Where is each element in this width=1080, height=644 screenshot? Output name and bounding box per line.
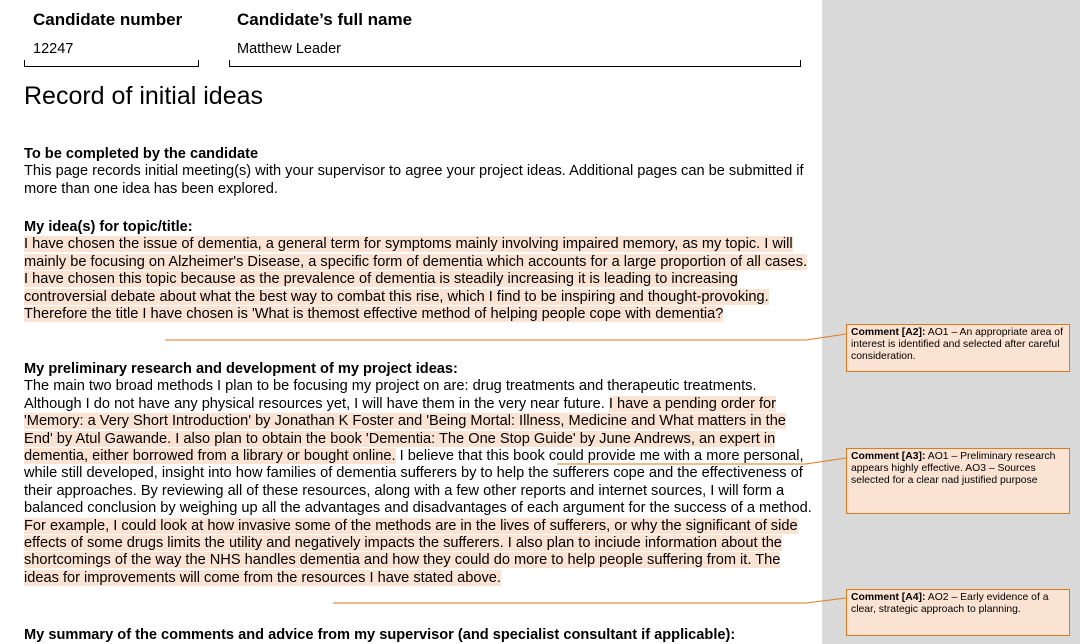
topic-highlight[interactable]: I have chosen the issue of dementia, a general term for symptoms mainly involving impaired memory, as my topic. I will mainly be focusing on Alzheimer's Disease, a specific form of dementia which accounts for a large proportion of all cases. I have chosen this topic because as the prevalence of dementia is steadily increasing it is leading to increasing controversial debate about what the best way to combat this rise, which I find to be inspiring and thought-provoking. Therefore the title I have chosen is 'What is themost effective method of helping people cope with dementia? bbox=[24, 236, 808, 323]
candidate-name-label: Candidate’s full name bbox=[237, 10, 413, 29]
comment-a2-text: AO1 – An appropriate area of interest is identified and selected after careful consideration. bbox=[851, 327, 1063, 362]
research-text-2: I believe that this book could provide me with a more personal, while still developed, insight into how families of dementia sufferers by to help the sufferers cope and the effectiveness of their approaches. By reviewing all of these resources, along with a few other reports and internet sources, I will form a balanced conclusion by weighing up all the advantages and disadvantages of each argument for the success of a method. bbox=[24, 448, 812, 517]
research-highlight-a4[interactable]: For example, I could look at how invasive some of the methods are in the lives of sufferers, or why the significant of side effects of some drugs limits the utility and negatively impacts the sufferers. I also plan to inciude information about the shortcomings of the way the NHS handles dementia and how they could do more to help people suffering from it. The ideas for improvements will come from the resources I have stated above. bbox=[24, 517, 798, 586]
comment-a3[interactable] bbox=[846, 448, 1070, 514]
research-heading: My preliminary research and development of my project ideas: bbox=[24, 361, 458, 377]
comment-a4[interactable] bbox=[846, 589, 1070, 636]
comment-a2-label: Comment [A2]: bbox=[851, 327, 926, 338]
intro-text: This page records initial meeting(s) with your supervisor to agree your project ideas. Additional pages can be submitted if more than one idea has been explored. bbox=[24, 163, 804, 197]
candidate-name-field[interactable]: Matthew Leader bbox=[237, 41, 341, 57]
candidate-number-label: Candidate number bbox=[33, 10, 183, 29]
page-title: Record of initial ideas bbox=[24, 82, 264, 110]
topic-heading: My idea(s) for topic/title: bbox=[24, 219, 193, 235]
intro-heading: To be completed by the candidate bbox=[24, 146, 259, 162]
comment-a3-connector bbox=[557, 458, 846, 464]
comment-a2-connector bbox=[165, 334, 846, 340]
comment-a4-label: Comment [A4]: bbox=[851, 592, 926, 603]
comment-a2[interactable] bbox=[846, 324, 1070, 372]
candidate-number-field[interactable]: 12247 bbox=[33, 41, 74, 57]
comment-a3-text: AO1 – Preliminary research appears highly effective. AO3 – Sources selected for a clear nad justified purpose bbox=[851, 451, 1056, 486]
comment-a4-text: AO2 – Early evidence of a clear, strategic approach to planning. bbox=[851, 592, 1049, 615]
comment-a4-connector bbox=[333, 598, 846, 603]
summary-heading: My summary of the comments and advice from my supervisor (and specialist consultant if applicable): bbox=[24, 627, 736, 643]
research-text-1: The main two broad methods I plan to be focusing my project on are: drug treatments and therapeutic treatments. Although I do not have any physical resources yet, I will have them in the very near future. bbox=[24, 378, 757, 412]
comment-a3-label: Comment [A3]: bbox=[851, 451, 926, 462]
research-highlight-a3[interactable]: I have a pending order for 'Memory: a Very Short Introduction' by Jonathan K Foster and 'Being Mortal: Illness, Medicine and What matters in the End' by Atul Gawande. I also plan to obtain the book 'Dementia: The One Stop Guide' by June Andrews, an expert in dementia, either borrowed from a library or bought online. bbox=[24, 395, 786, 465]
